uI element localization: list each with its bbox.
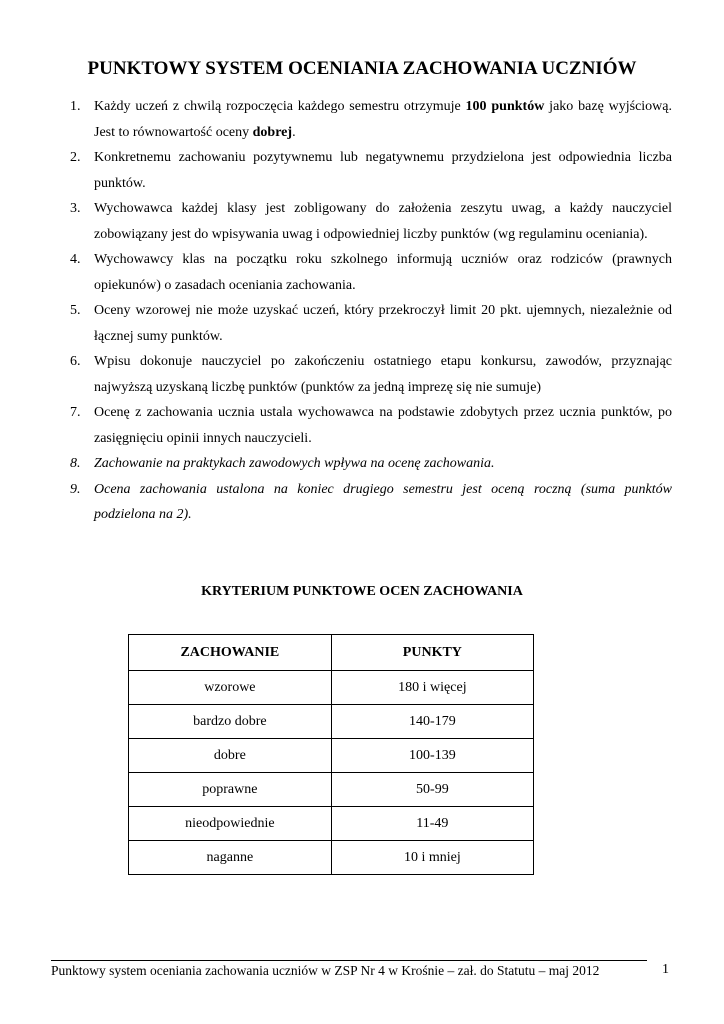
criteria-table bbox=[128, 634, 534, 875]
rule-emphasis: dobrej bbox=[252, 124, 293, 140]
rule-text: Wychowawca każdej klasy jest zobligowany do założenia zeszytu uwag, a każdy nauczyciel zobowiązany jest do wpisywania uwag i odpowiedniej liczby punktów (wg regulaminu oceniania). bbox=[94, 201, 672, 242]
behaviour-cell: nieodpowiednie bbox=[129, 807, 332, 841]
rule-text: Oceny wzorowej nie może uzyskać uczeń, który przekroczył limit 20 pkt. ujemnych, niezależnie od łącznej sumy punktów. bbox=[94, 303, 672, 344]
rule-text: Zachowanie na praktykach zawodowych wpływa na ocenę zachowania. bbox=[94, 456, 495, 471]
rule-item-1 bbox=[53, 94, 672, 145]
rule-item-2 bbox=[53, 145, 672, 196]
rule-item-8 bbox=[53, 451, 672, 477]
table-row bbox=[129, 739, 534, 773]
table-row bbox=[129, 671, 534, 705]
rule-number: 2. bbox=[70, 150, 81, 165]
rule-text: Wpisu dokonuje nauczyciel po zakończeniu ostatniego etapu konkursu, zawodów, przyznając najwyższą uzyskaną liczbę punktów (punktów za jedną imprezę się nie sumuje) bbox=[94, 354, 672, 395]
rule-item-4 bbox=[53, 247, 672, 298]
document-title: PUNKTOWY SYSTEM OCENIANIA ZACHOWANIA UCZNIÓW bbox=[87, 58, 637, 79]
rule-item-3 bbox=[53, 196, 672, 247]
criteria-title: KRYTERIUM PUNKTOWE OCEN ZACHOWANIA bbox=[201, 584, 523, 599]
rule-item-5 bbox=[53, 298, 672, 349]
rule-number: 6. bbox=[70, 354, 81, 369]
rule-text: . bbox=[292, 124, 296, 140]
rule-number: 1. bbox=[70, 99, 81, 114]
rule-text: Ocena zachowania ustalona na koniec drugiego semestru jest oceną roczną (suma punktów podzielona na 2). bbox=[94, 481, 672, 522]
table-row bbox=[129, 841, 534, 875]
behaviour-cell: poprawne bbox=[129, 773, 332, 807]
points-cell: 100-139 bbox=[331, 739, 533, 773]
rule-text: Każdy uczeń z chwilą rozpoczęcia każdego semestru otrzymuje bbox=[94, 99, 466, 114]
footer-divider bbox=[51, 960, 647, 961]
points-cell: 11-49 bbox=[331, 807, 533, 841]
rule-number: 3. bbox=[70, 201, 81, 216]
behaviour-cell: wzorowe bbox=[129, 671, 332, 705]
rule-emphasis: 100 punktów bbox=[465, 99, 545, 114]
rule-text: jako bazę wyjściową. Jest to równowartość oceny bbox=[94, 99, 673, 140]
behaviour-cell: dobre bbox=[129, 739, 332, 773]
table-row bbox=[129, 807, 534, 841]
table-row bbox=[129, 773, 534, 807]
behaviour-cell: naganne bbox=[129, 841, 332, 875]
points-cell: 10 i mniej bbox=[331, 841, 533, 875]
rule-text: Ocenę z zachowania ucznia ustala wychowawca na podstawie zdobytych przez ucznia punktów, po zasięgnięciu opinii innych nauczycieli. bbox=[94, 405, 672, 446]
page-number: 1 bbox=[662, 962, 669, 977]
rule-text: Wychowawcy klas na początku roku szkolnego informują uczniów oraz rodziców (prawnych opiekunów) o zasadach oceniania zachowania. bbox=[94, 252, 672, 293]
footer-text: Punktowy system oceniania zachowania uczniów w ZSP Nr 4 w Krośnie – zał. do Statutu – maj 2012 bbox=[51, 963, 600, 978]
rule-number: 4. bbox=[70, 252, 81, 267]
table-row bbox=[129, 705, 534, 739]
behaviour-cell: bardzo dobre bbox=[129, 705, 332, 739]
points-cell: 180 i więcej bbox=[331, 671, 533, 705]
rule-item-9 bbox=[53, 477, 672, 528]
header-behaviour: ZACHOWANIE bbox=[129, 635, 332, 671]
rule-number: 5. bbox=[70, 303, 81, 318]
rule-number: 7. bbox=[70, 405, 81, 420]
rule-number: 8. bbox=[70, 456, 81, 471]
points-cell: 140-179 bbox=[331, 705, 533, 739]
rule-number: 9. bbox=[70, 481, 81, 497]
rule-item-7 bbox=[53, 400, 672, 451]
header-points: PUNKTY bbox=[331, 635, 533, 671]
rules-list bbox=[53, 94, 672, 528]
rule-item-6 bbox=[53, 349, 672, 400]
table-header-row bbox=[129, 635, 534, 671]
rule-text: Konkretnemu zachowaniu pozytywnemu lub negatywnemu przydzielona jest odpowiednia liczba punktów. bbox=[94, 150, 672, 191]
points-cell: 50-99 bbox=[331, 773, 533, 807]
